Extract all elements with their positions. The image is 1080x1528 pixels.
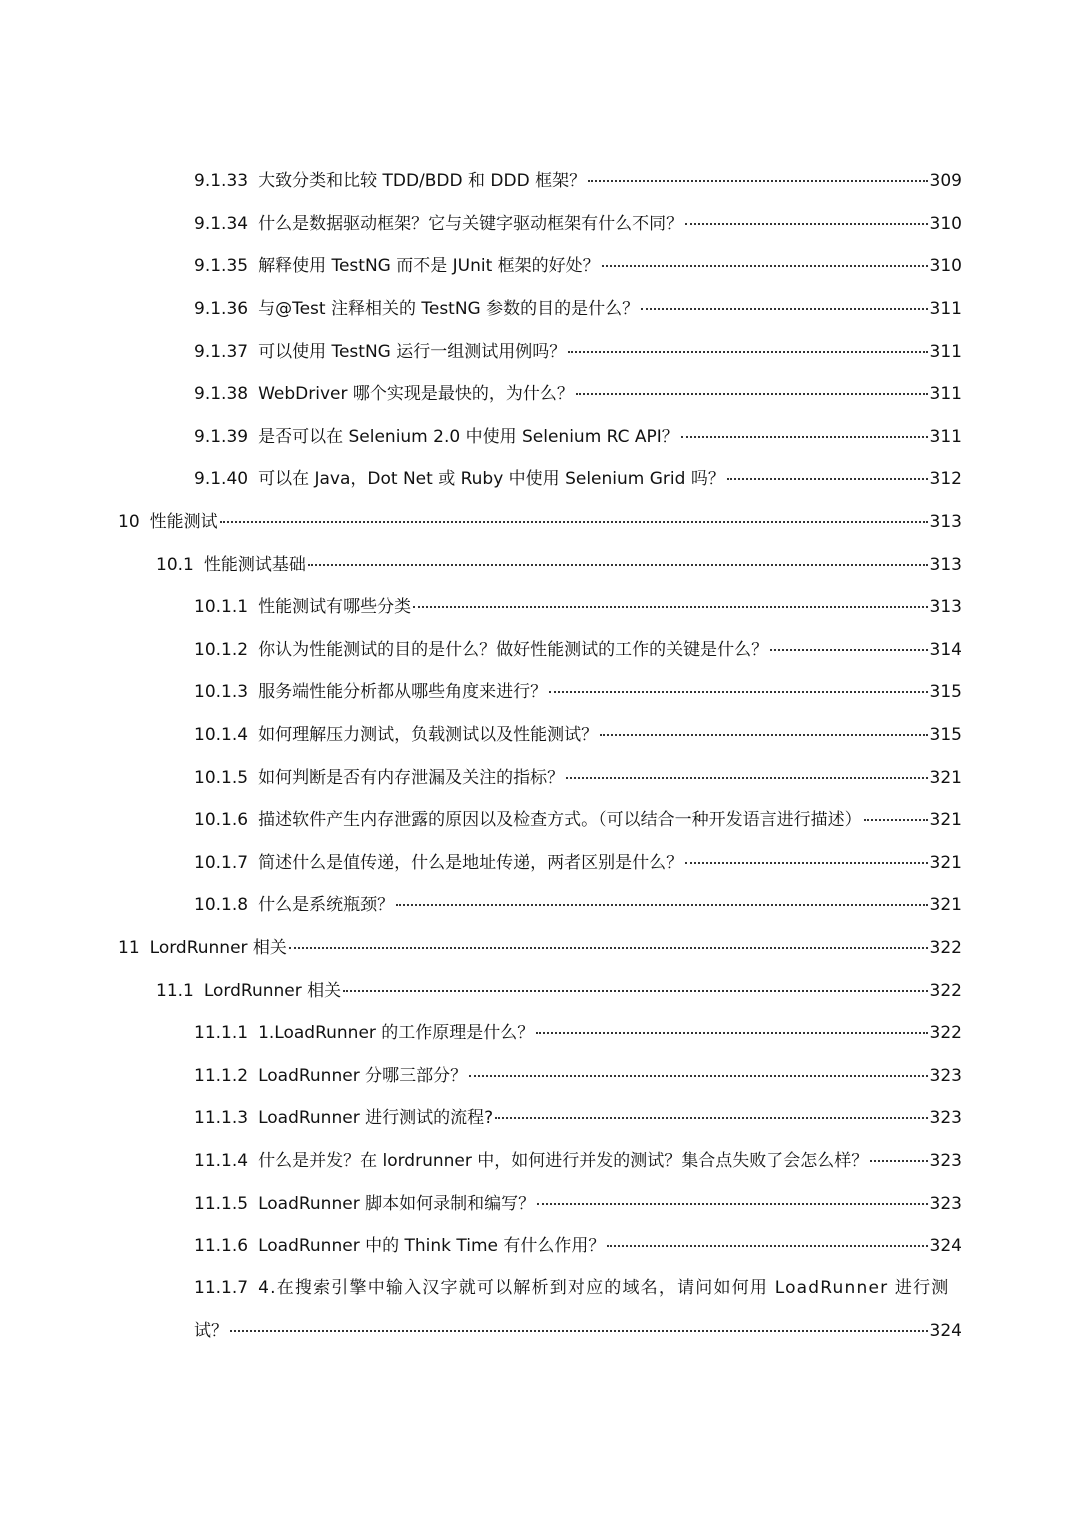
toc-entry-page: 321: [929, 810, 962, 831]
toc-entry-title: 解释使用 TestNG 而不是 JUnit 框架的好处？: [258, 256, 600, 277]
toc-entry-page: 314: [929, 639, 962, 660]
toc-entry[interactable]: [0, 714, 1080, 757]
toc-entry-page: 322: [929, 1023, 962, 1044]
toc-entry[interactable]: [0, 1225, 1080, 1268]
toc-entry-row: [194, 256, 962, 276]
toc-entry[interactable]: [0, 245, 1080, 288]
toc-entry-number: 9.1.35: [194, 256, 249, 277]
toc-entry-row: [194, 895, 962, 915]
toc-entry-title: LordRunner 相关: [203, 980, 342, 1001]
toc-entry-page: 321: [929, 767, 962, 788]
toc-entry-page: 313: [929, 512, 962, 533]
toc-entry-title: 可以在 Java，Dot Net 或 Ruby 中使用 Selenium Grid 吗？: [258, 469, 725, 490]
toc-entry-number: 9.1.39: [194, 426, 249, 447]
toc-entry-11-1-7[interactable]: [0, 1267, 1080, 1352]
toc-entry-title: 什么是并发？在 lordrunner 中，如何进行并发的测试？集合点失败了会怎么样？: [258, 1150, 869, 1171]
dot-leader: [413, 606, 927, 608]
toc-entry[interactable]: [0, 842, 1080, 885]
toc-entry-number: 11.1.7: [194, 1278, 249, 1299]
toc-entry[interactable]: [0, 884, 1080, 927]
dot-leader: [396, 904, 927, 906]
toc-entry[interactable]: [0, 927, 1080, 970]
dot-leader: [566, 777, 927, 779]
toc-entry-title: 如何理解压力测试，负载测试以及性能测试？: [258, 725, 599, 746]
dot-leader: [568, 351, 927, 353]
toc-entry-row: [194, 725, 962, 745]
toc-entry[interactable]: [0, 330, 1080, 373]
toc-entry-row: [156, 555, 962, 575]
toc-entry-page: 311: [929, 384, 962, 405]
toc-entry[interactable]: [0, 1097, 1080, 1140]
toc-entry-number: 11.1.4: [194, 1150, 249, 1171]
toc-entry-number: 10.1.7: [194, 852, 249, 873]
toc-entry-row: [194, 810, 962, 830]
toc-entry-page: 309: [929, 171, 962, 192]
toc-entry[interactable]: [0, 288, 1080, 331]
toc-entry[interactable]: [0, 416, 1080, 459]
toc-entry-title: 简述什么是值传递，什么是地址传递，两者区别是什么？: [258, 852, 684, 873]
toc-entry-title: 描述软件产生内存泄露的原因以及检查方式。（可以结合一种开发语言进行描述）: [258, 810, 862, 831]
toc-entry-row: [194, 1236, 962, 1256]
toc-entry[interactable]: [0, 1140, 1080, 1183]
toc-entry-title: 服务端性能分析都从哪些角度来进行？: [258, 682, 548, 703]
toc-entry-page: 310: [929, 213, 962, 234]
toc-entry-number: 10.1.5: [194, 767, 249, 788]
dot-leader: [727, 478, 928, 480]
toc-entry-row: [194, 469, 962, 489]
toc-entry-row: [194, 640, 962, 660]
toc-entry-row: [194, 597, 962, 617]
toc-entry-title: 与@Test 注释相关的 TestNG 参数的目的是什么？: [258, 299, 640, 320]
toc-entry-title: 可以使用 TestNG 运行一组测试用例吗？: [258, 341, 567, 362]
toc-entry-title: LoadRunner 进行测试的流程?: [258, 1108, 494, 1129]
toc-entry-title: LordRunner 相关: [149, 937, 287, 958]
toc-entry-page: 321: [929, 852, 962, 873]
toc-entry[interactable]: [0, 756, 1080, 799]
toc-entry-page: 322: [929, 980, 962, 1001]
toc-entry-row: [194, 1066, 962, 1086]
toc-entry[interactable]: [0, 586, 1080, 629]
toc-entry-number: 11: [118, 937, 140, 958]
toc-entry[interactable]: [0, 160, 1080, 203]
toc-entry[interactable]: [0, 458, 1080, 501]
toc-entry-page: 324: [929, 1321, 962, 1342]
dot-leader: [770, 649, 927, 651]
toc-entry[interactable]: [0, 501, 1080, 544]
toc-entry-row: [194, 1194, 962, 1214]
dot-leader: [685, 862, 927, 864]
toc-entry-number: 11.1.2: [194, 1065, 249, 1086]
toc-entry[interactable]: [0, 629, 1080, 672]
dot-leader: [607, 1245, 927, 1247]
toc-entry-page: 321: [929, 895, 962, 916]
toc-entry-row: [194, 1108, 962, 1128]
dot-leader: [641, 308, 927, 310]
dot-leader: [588, 180, 927, 182]
toc-entry-row: [118, 512, 962, 532]
dot-leader: [549, 691, 927, 693]
toc-entry-page: 311: [929, 299, 962, 320]
toc-entry-number: 10.1.8: [194, 895, 249, 916]
toc-entry-first-line: [194, 1267, 962, 1310]
toc-entry-page: 313: [929, 554, 962, 575]
toc-entry-row: [194, 427, 962, 447]
toc-entry-row: [194, 384, 962, 404]
toc-entry-title: 什么是数据驱动框架？它与关键字驱动框架有什么不同？: [258, 213, 684, 234]
toc-entry-page: 310: [929, 256, 962, 277]
toc-entry-row: [194, 1023, 962, 1043]
toc-entry-number: 9.1.38: [194, 384, 249, 405]
toc-entry-title: 是否可以在 Selenium 2.0 中使用 Selenium RC API？: [258, 426, 679, 447]
toc-entry-page: 311: [929, 341, 962, 362]
toc-entry-number: 11.1.1: [194, 1023, 249, 1044]
toc-list: [0, 160, 1080, 1267]
toc-entry-number: 9.1.36: [194, 299, 249, 320]
toc-entry-page: 315: [929, 725, 962, 746]
toc-entry-row: [194, 299, 962, 319]
toc-entry-number: 10.1.4: [194, 725, 249, 746]
toc-entry-title: LoadRunner 脚本如何录制和编写？: [258, 1193, 536, 1214]
dot-leader: [495, 1117, 927, 1119]
toc-entry-number: 9.1.40: [194, 469, 249, 490]
toc-entry-title: 性能测试基础: [203, 554, 306, 575]
dot-leader: [469, 1075, 927, 1077]
toc-entry-number: 11.1.6: [194, 1236, 249, 1257]
toc-entry-page: 322: [929, 937, 962, 958]
dot-leader: [870, 1160, 927, 1162]
toc-entry-title: LoadRunner 分哪三部分？: [258, 1065, 468, 1086]
toc-entry-row: [194, 214, 962, 234]
toc-entry-title: 如何判断是否有内存泄漏及关注的指标？: [258, 767, 565, 788]
toc-entry[interactable]: [0, 543, 1080, 586]
toc-entry-page: 324: [929, 1236, 962, 1257]
toc-entry-row: [156, 981, 962, 1001]
dot-leader: [308, 564, 928, 566]
toc-entry-number: 9.1.33: [194, 171, 249, 192]
toc-entry-row: [194, 342, 962, 362]
toc-entry-row: [194, 768, 962, 788]
dot-leader: [864, 819, 928, 821]
toc-entry-title: 大致分类和比较 TDD/BDD 和 DDD 框架？: [258, 171, 587, 192]
toc-entry-number: 9.1.34: [194, 213, 249, 234]
toc-entry-title: 你认为性能测试的目的是什么？做好性能测试的工作的关键是什么？: [258, 639, 769, 660]
toc-entry-page: 323: [929, 1193, 962, 1214]
toc-entry-title-line1: 4.在搜索引擎中输入汉字就可以解析到对应的域名，请问如何用 LoadRunner 进行测: [258, 1278, 950, 1299]
dot-leader: [230, 1330, 928, 1332]
toc-entry-number: 11.1.3: [194, 1108, 249, 1129]
toc-entry-page: 313: [929, 597, 962, 618]
toc-entry[interactable]: [0, 1182, 1080, 1225]
toc-entry[interactable]: [0, 969, 1080, 1012]
toc-entry-row: [194, 682, 962, 702]
toc-entry-number: 10.1.6: [194, 810, 249, 831]
toc-entry-line1: [194, 1267, 950, 1310]
dot-leader: [537, 1203, 927, 1205]
toc-entry[interactable]: [0, 373, 1080, 416]
toc-entry[interactable]: [0, 1054, 1080, 1097]
toc-entry-number: 10.1.3: [194, 682, 249, 703]
toc-entry-title: 性能测试有哪些分类: [258, 597, 412, 618]
toc-entry-title: 1.LoadRunner 的工作原理是什么？: [258, 1023, 535, 1044]
toc-entry-second-line: [194, 1310, 962, 1353]
toc-entry-number: 10: [118, 512, 140, 533]
toc-entry[interactable]: [0, 1012, 1080, 1055]
dot-leader: [343, 990, 927, 992]
dot-leader: [576, 393, 928, 395]
toc-entry-page: 312: [929, 469, 962, 490]
toc-entry[interactable]: [0, 671, 1080, 714]
toc-entry-title-line2: 试？: [194, 1321, 228, 1342]
toc-entry-row: [194, 1151, 962, 1171]
toc-entry-number: 10.1.2: [194, 639, 249, 660]
toc-entry-row: [118, 938, 962, 958]
dot-leader: [602, 265, 928, 267]
toc-entry-number: 11.1.5: [194, 1193, 249, 1214]
table-of-contents: [0, 160, 1080, 1353]
dot-leader: [289, 947, 928, 949]
toc-entry-title: 什么是系统瓶颈？: [258, 895, 395, 916]
toc-entry-row: [194, 171, 962, 191]
toc-entry[interactable]: [0, 799, 1080, 842]
toc-entry-title: WebDriver 哪个实现是最快的，为什么？: [258, 384, 574, 405]
toc-entry-page: 323: [929, 1065, 962, 1086]
dot-leader: [685, 223, 927, 225]
toc-entry-row: [194, 853, 962, 873]
toc-entry-title: LoadRunner 中的 Think Time 有什么作用？: [258, 1236, 606, 1257]
dot-leader: [600, 734, 927, 736]
toc-entry-title: 性能测试: [149, 512, 218, 533]
toc-entry-page: 315: [929, 682, 962, 703]
toc-entry-page: 311: [929, 426, 962, 447]
dot-leader: [681, 436, 928, 438]
toc-entry-number: 9.1.37: [194, 341, 249, 362]
toc-entry[interactable]: [0, 203, 1080, 246]
toc-entry-number: 10.1.1: [194, 597, 249, 618]
toc-entry-page: 323: [929, 1150, 962, 1171]
toc-entry-number: 11.1: [156, 980, 194, 1001]
dot-leader: [536, 1032, 927, 1034]
dot-leader: [220, 521, 928, 523]
toc-entry-number: 10.1: [156, 554, 194, 575]
toc-entry-page: 323: [929, 1108, 962, 1129]
